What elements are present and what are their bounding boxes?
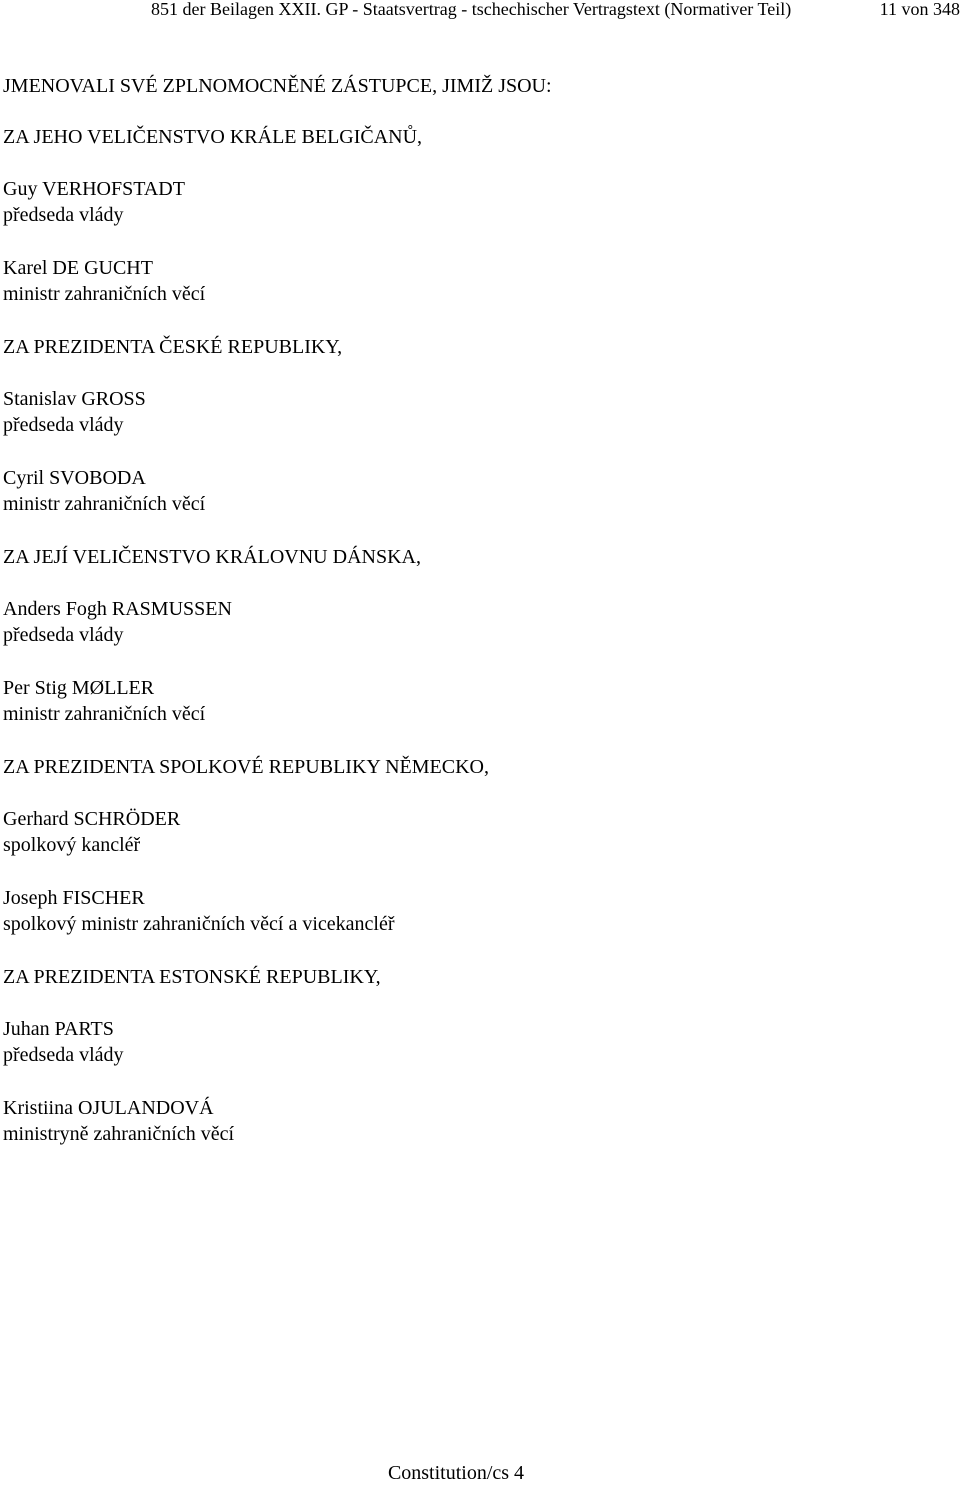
page-header bbox=[0, 0, 960, 26]
page-footer bbox=[0, 1460, 960, 1486]
signatory-role: ministr zahraničních věcí bbox=[3, 283, 206, 305]
signatory-name: Juhan PARTS bbox=[3, 1018, 114, 1040]
signatory bbox=[3, 386, 953, 438]
signatory-role: předseda vlády bbox=[3, 204, 124, 226]
signatory-role: spolkový ministr zahraničních věcí a vicekancléř bbox=[3, 913, 395, 935]
section-belgium bbox=[3, 124, 953, 307]
section-heading: ZA PREZIDENTA ESTONSKÉ REPUBLIKY, bbox=[3, 966, 381, 988]
signatory bbox=[3, 1016, 953, 1068]
signatory bbox=[3, 1095, 953, 1147]
signatory-name: Stanislav GROSS bbox=[3, 388, 146, 410]
section-heading: ZA JEJÍ VELIČENSTVO KRÁLOVNU DÁNSKA, bbox=[3, 546, 421, 568]
document-body bbox=[3, 73, 953, 1174]
signatory-name: Guy VERHOFSTADT bbox=[3, 178, 185, 200]
section-heading: ZA JEHO VELIČENSTVO KRÁLE BELGIČANŮ, bbox=[3, 126, 423, 148]
signatory-role: předseda vlády bbox=[3, 624, 124, 646]
signatory bbox=[3, 176, 953, 228]
signatory bbox=[3, 885, 953, 937]
signatory-name: Cyril SVOBODA bbox=[3, 467, 146, 489]
section-czech-republic bbox=[3, 334, 953, 517]
header-page-number: 11 von 348 bbox=[879, 0, 960, 19]
signatory-role: spolkový kancléř bbox=[3, 834, 141, 856]
signatory-name: Karel DE GUCHT bbox=[3, 257, 153, 279]
signatory-name: Joseph FISCHER bbox=[3, 887, 145, 909]
signatory bbox=[3, 675, 953, 727]
footer-reference: Constitution/cs 4 bbox=[387, 1462, 525, 1484]
signatory-name: Kristiina OJULANDOVÁ bbox=[3, 1097, 214, 1119]
signatory bbox=[3, 465, 953, 517]
signatory-role: předseda vlády bbox=[3, 414, 124, 436]
signatory-role: ministryně zahraničních věcí bbox=[3, 1123, 235, 1145]
main-heading: JMENOVALI SVÉ ZPLNOMOCNĚNÉ ZÁSTUPCE, JIMIŽ JSOU: bbox=[3, 75, 552, 97]
signatory bbox=[3, 806, 953, 858]
signatory-name: Gerhard SCHRÖDER bbox=[3, 808, 181, 830]
section-estonia bbox=[3, 964, 953, 1147]
signatory-role: předseda vlády bbox=[3, 1044, 124, 1066]
header-document-title: 851 der Beilagen XXII. GP - Staatsvertrag - tschechischer Vertragstext (Normativer Teil) bbox=[151, 0, 792, 19]
signatory bbox=[3, 596, 953, 648]
signatory-role: ministr zahraničních věcí bbox=[3, 493, 206, 515]
section-germany bbox=[3, 754, 953, 937]
signatory bbox=[3, 255, 953, 307]
section-heading: ZA PREZIDENTA SPOLKOVÉ REPUBLIKY NĚMECKO, bbox=[3, 756, 489, 778]
signatory-name: Anders Fogh RASMUSSEN bbox=[3, 598, 232, 620]
section-denmark bbox=[3, 544, 953, 727]
signatory-name: Per Stig MØLLER bbox=[3, 677, 155, 699]
signatory-role: ministr zahraničních věcí bbox=[3, 703, 206, 725]
section-heading: ZA PREZIDENTA ČESKÉ REPUBLIKY, bbox=[3, 336, 343, 358]
